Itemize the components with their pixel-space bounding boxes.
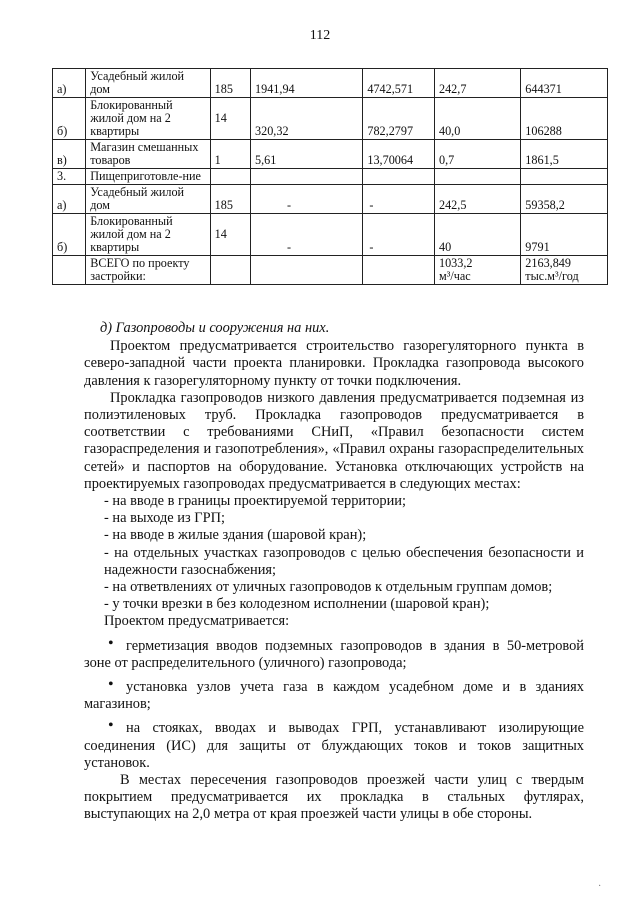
bullet-icon: • xyxy=(108,634,114,652)
row-label: 3. xyxy=(53,169,86,185)
bullet-text: установка узлов учета газа в каждом усадебном доме и в зданиях магазинов; xyxy=(84,679,584,713)
total-annual-value: 2163,849 xyxy=(525,256,571,270)
bullet-text: герметизация вводов подземных газопроводов в здания в 50-метровой зоне от распределительного (уличного) газопровода; xyxy=(84,637,584,671)
row-value-2: - xyxy=(363,185,435,214)
document-body xyxy=(84,320,584,824)
table-row xyxy=(53,185,608,214)
row-name: Блокированный жилой дом на 2 квартиры xyxy=(86,214,210,256)
row-label: б) xyxy=(53,214,86,256)
paragraph: В местах пересечения газопроводов проезжей части улиц с твердым покрытием предусматривается их прокладка в стальных футлярах, выступающих на 2,0 метра от края проезжей части улицы в обе стороны. xyxy=(84,772,584,823)
table-total-row xyxy=(53,256,608,285)
row-qty: 14 xyxy=(210,98,250,140)
total-annual-unit: тыс.м³/год xyxy=(525,269,579,283)
row-label: в) xyxy=(53,140,86,169)
paragraph: Проектом предусматривается: xyxy=(104,613,290,630)
row-qty: 14 xyxy=(210,214,250,256)
list-item: - на вводе в границы проектируемой территории; xyxy=(104,493,407,510)
row-name: Усадебный жилой дом xyxy=(86,185,210,214)
bullet-icon: • xyxy=(108,676,114,694)
row-name: Магазин смешанных товаров xyxy=(86,140,210,169)
row-qty: 185 xyxy=(210,185,250,214)
bullet-item xyxy=(84,634,584,672)
row-value-2: 782,2797 xyxy=(363,98,435,140)
row-value-3 xyxy=(434,169,520,185)
table-row xyxy=(53,140,608,169)
row-value-2: 4742,571 xyxy=(363,69,435,98)
bullet-item xyxy=(84,717,584,772)
row-value-1: 1941,94 xyxy=(251,69,363,98)
list-item: - на выходе из ГРП; xyxy=(104,510,225,527)
row-value-3: 40 xyxy=(434,214,520,256)
row-qty: 185 xyxy=(210,69,250,98)
row-value-3: 242,7 xyxy=(434,69,520,98)
row-name: Усадебный жилой дом xyxy=(86,69,210,98)
row-label: б) xyxy=(53,98,86,140)
page-number: 112 xyxy=(309,28,331,43)
list-item: - на ответвлениях от уличных газопроводов к отдельным группам домов; xyxy=(104,579,553,596)
row-value-4 xyxy=(521,169,608,185)
list-item: - у точки врезки в без колодезном исполнении (шаровой кран); xyxy=(104,596,490,613)
table-row xyxy=(53,214,608,256)
total-hourly-value: 1033,2 xyxy=(438,256,473,270)
bullet-item xyxy=(84,676,584,713)
row-name: Пищеприготовле-ние xyxy=(86,169,210,185)
list-item: - на вводе в жилые здания (шаровой кран); xyxy=(104,527,367,544)
row-value-4: 106288 xyxy=(521,98,608,140)
row-value-2: - xyxy=(363,214,435,256)
total-annual xyxy=(521,256,608,285)
table-row xyxy=(53,69,608,98)
total-hourly-unit: м³/час xyxy=(438,269,471,283)
row-value-1: 320,32 xyxy=(251,98,363,140)
paragraph: Прокладка газопроводов низкого давления предусматривается подземная из полиэтиленовых труб. Прокладка газопроводов предусматривается в соответствии с требованиями СНиП, «Правил безопасности систем газораспределения и газопотребления», «Правил охраны газораспределительных сетей» и паспортов на оборудование. Установка отключающих устройств на проектируемых газопроводах предусматривается в следующих местах: xyxy=(84,389,584,492)
row-label: а) xyxy=(53,185,86,214)
row-name: Блокированный жилой дом на 2 квартиры xyxy=(86,98,210,140)
row-value-4: 59358,2 xyxy=(521,185,608,214)
row-value-2 xyxy=(363,169,435,185)
row-value-4: 9791 xyxy=(521,214,608,256)
table-row xyxy=(53,98,608,140)
row-value-1 xyxy=(251,169,363,185)
table-row xyxy=(53,169,608,185)
row-value-3: 242,5 xyxy=(434,185,520,214)
row-label: а) xyxy=(53,69,86,98)
row-qty xyxy=(210,169,250,185)
row-value-2: 13,70064 xyxy=(363,140,435,169)
paragraph: Проектом предусматривается строительство газорегуляторного пункта в северо-западной части проекта планировки. Прокладка газопровода высокого давления к газорегуляторному пункту от точки подключения. xyxy=(84,338,584,389)
row-value-3: 0,7 xyxy=(434,140,520,169)
scan-mark: · xyxy=(598,881,602,892)
row-value-4: 644371 xyxy=(521,69,608,98)
list-item: - на отдельных участках газопроводов с целью обеспечения безопасности и надежности газоснабжения; xyxy=(104,544,584,578)
row-value-1: - xyxy=(251,185,363,214)
row-value-3: 40,0 xyxy=(434,98,520,140)
row-value-1: 5,61 xyxy=(251,140,363,169)
total-hourly xyxy=(434,256,520,285)
total-label: ВСЕГО по проекту застройки: xyxy=(86,256,210,285)
section-heading: д) Газопроводы и сооружения на них. xyxy=(100,320,330,336)
bullet-icon: • xyxy=(108,717,114,735)
row-value-4: 1861,5 xyxy=(521,140,608,169)
bullet-text: на стояках, вводах и выводах ГРП, устанавливают изолирующие соединения (ИС) для защиты от блуждающих токов и токов защитных установок. xyxy=(84,720,584,771)
row-value-1: - xyxy=(251,214,363,256)
gas-consumption-table xyxy=(52,68,608,285)
row-qty: 1 xyxy=(210,140,250,169)
